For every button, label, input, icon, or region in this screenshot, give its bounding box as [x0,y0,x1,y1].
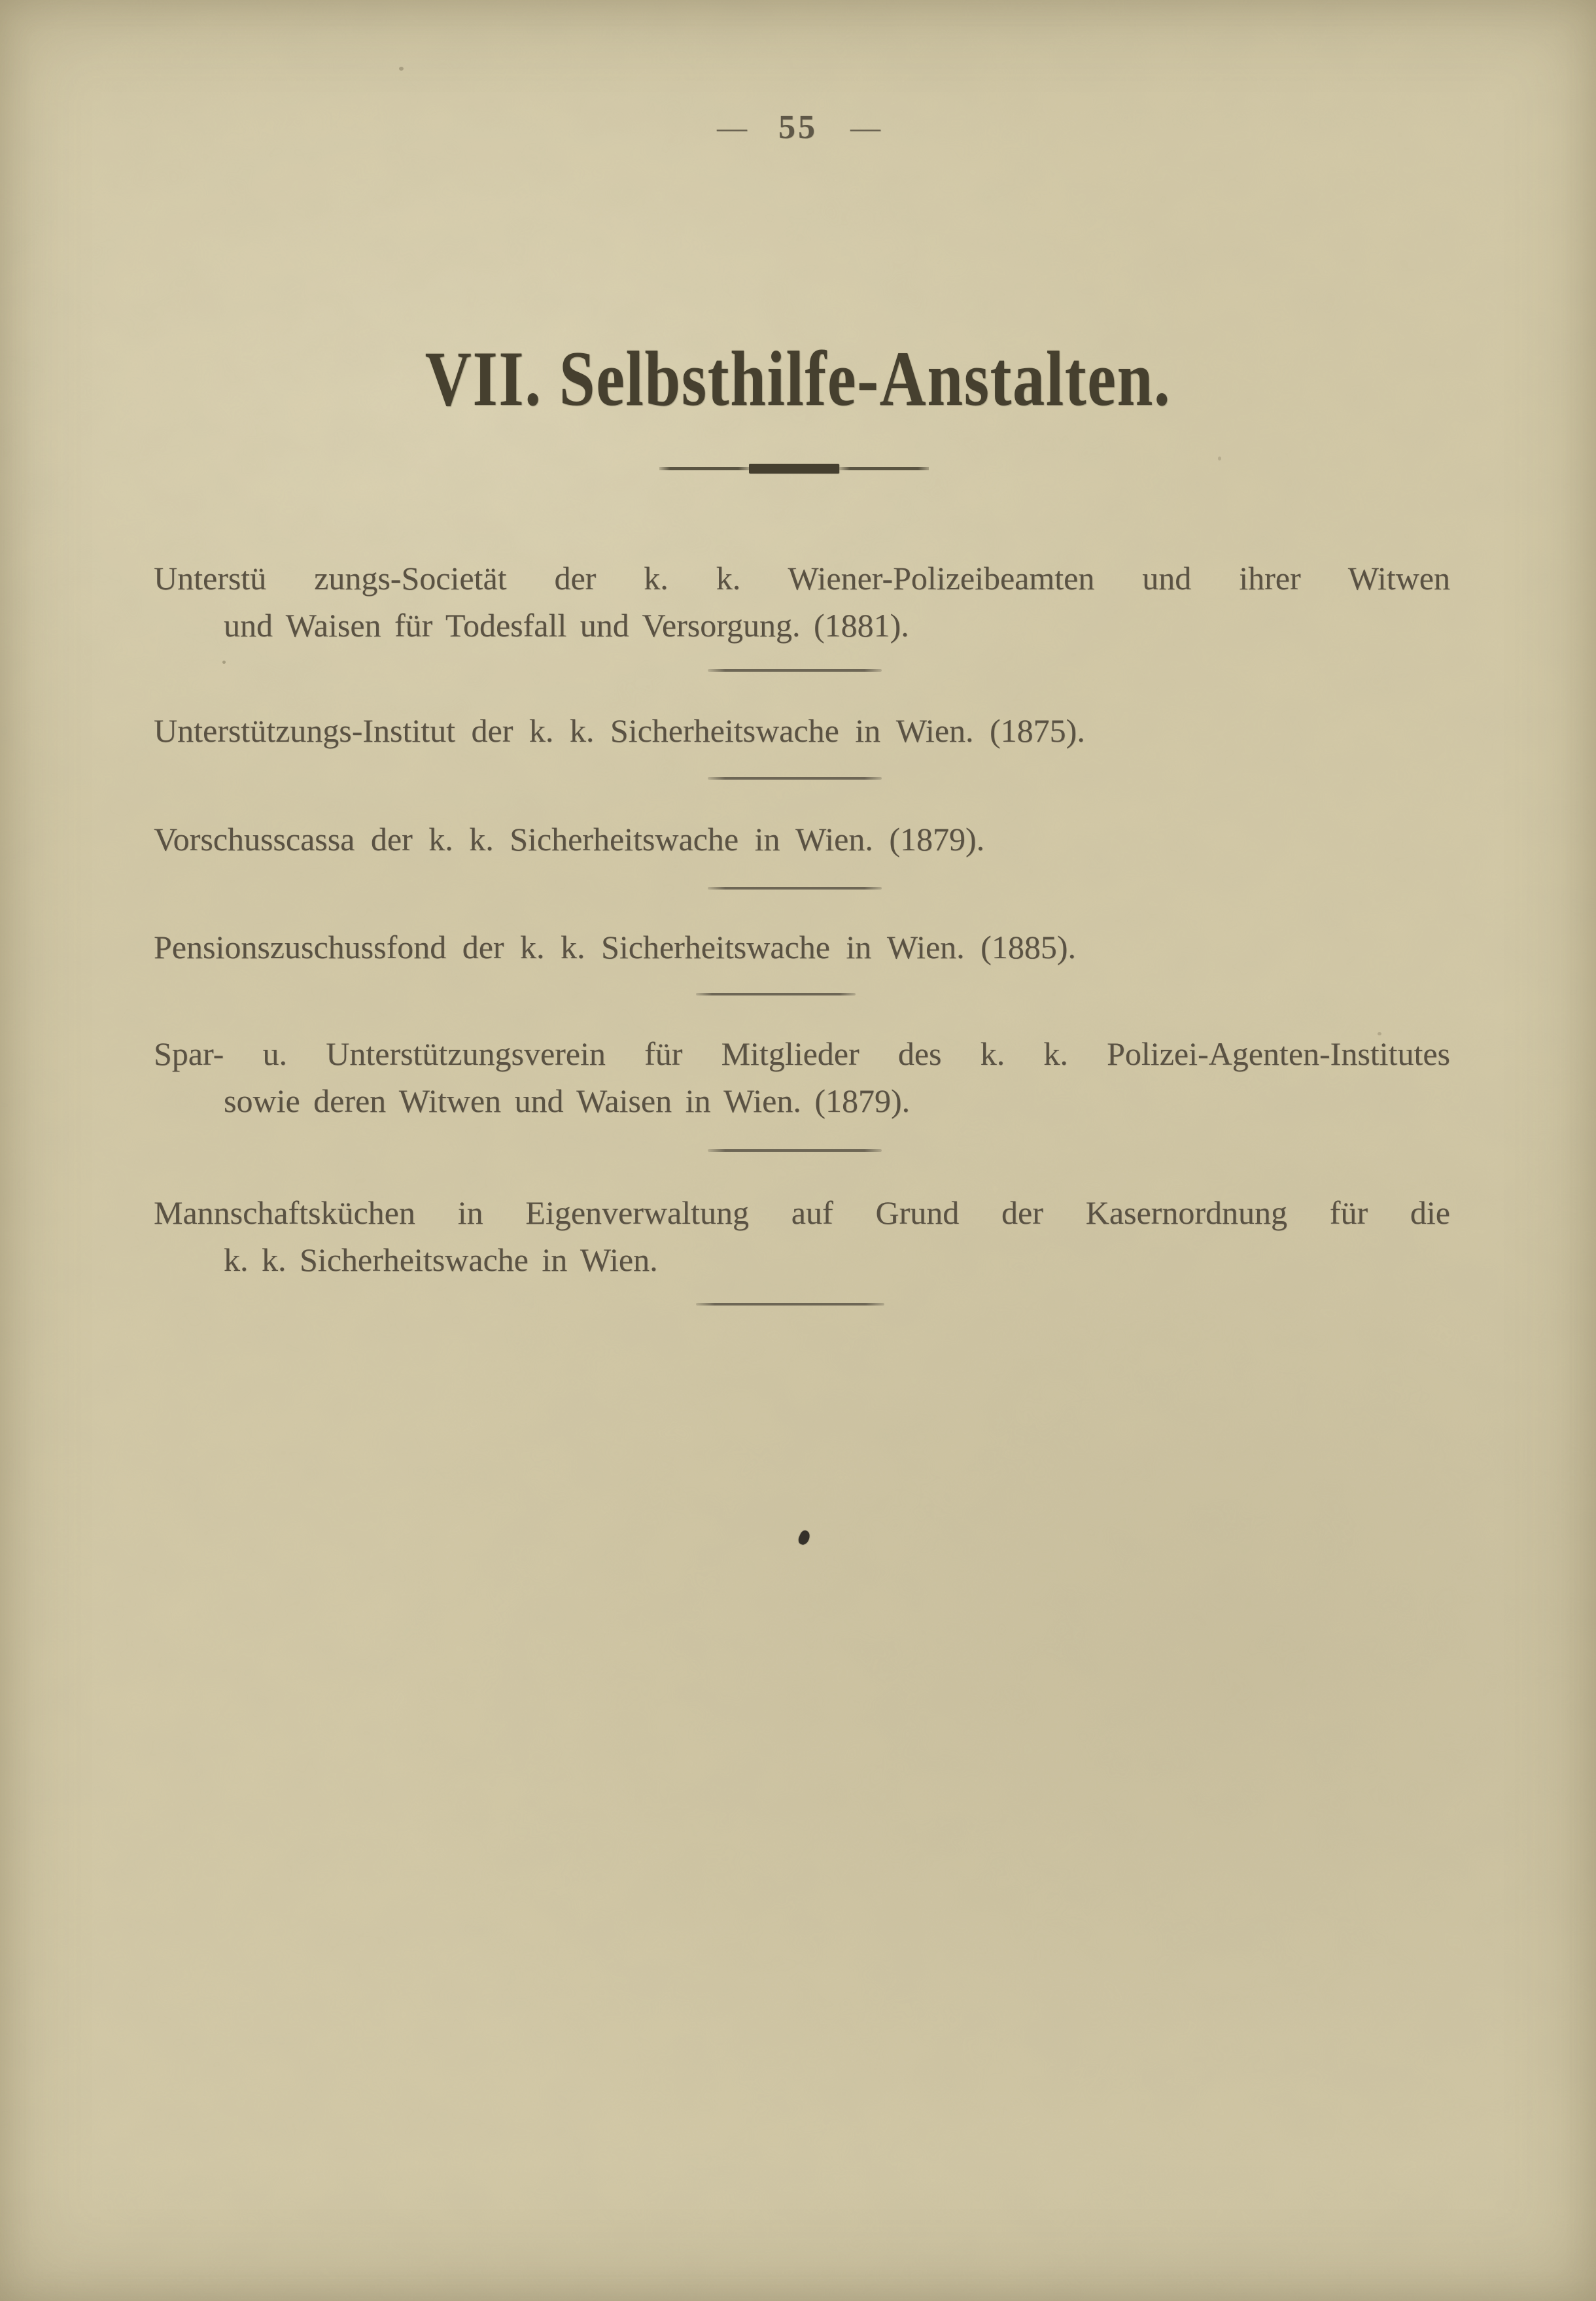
paragraph-line: Spar- u. Unterstützungsverein für Mitglieder des k. k. Polizei-Agenten-Institutes [154,1035,1450,1072]
divider-line-left [659,467,749,470]
paper-fleck [399,67,404,71]
paragraph-entry-3 [154,816,1450,863]
section-rule [696,1303,884,1306]
title-divider [659,458,929,479]
section-rule [708,669,882,672]
chapter-title: VII. Selbsthilfe-Anstalten. [425,335,1171,422]
section-rule [708,777,882,780]
paragraph-line: Unterstü zungs-Societät der k. k. Wiener-Polizeibeamten und ihrer Witwen [154,560,1450,597]
page-number-dash-right-icon: — [850,111,879,144]
paragraph-line: Pensionszuschussfond der k. k. Sicherheitswache in Wien. (1885). [154,929,1076,965]
paragraph-line: und Waisen für Todesfall und Versorgung. (1881). [224,607,909,644]
page-number-dash-left-icon: — [717,111,746,144]
section-rule [696,993,856,995]
section-rule [708,887,882,890]
page-number: 55 [778,109,818,146]
section-rule [708,1149,882,1152]
paragraph-line: sowie deren Witwen und Waisen in Wien. (1879). [224,1082,911,1119]
paragraph-entry-2 [154,707,1450,754]
paper-fleck [1218,457,1221,460]
paragraph-entry-1 [154,555,1450,649]
paragraph-entry-4 [154,924,1450,971]
page-header [0,103,1596,152]
divider-line-right [839,467,929,470]
paragraph-line: k. k. Sicherheitswache in Wien. [224,1241,658,1278]
divider-bar [749,464,839,474]
paragraph-line: Unterstützungs-Institut der k. k. Sicherheitswache in Wien. (1875). [154,712,1085,749]
ink-speck-artifact [797,1529,812,1546]
paragraph-line: Mannschaftsküchen in Eigenverwaltung auf Grund der Kasernordnung für die [154,1194,1450,1231]
paragraph-line: Vorschusscassa der k. k. Sicherheitswache in Wien. (1879). [154,821,985,857]
paper-fleck [222,661,226,664]
paragraph-entry-5 [154,1030,1450,1124]
paragraph-entry-6 [154,1189,1450,1283]
